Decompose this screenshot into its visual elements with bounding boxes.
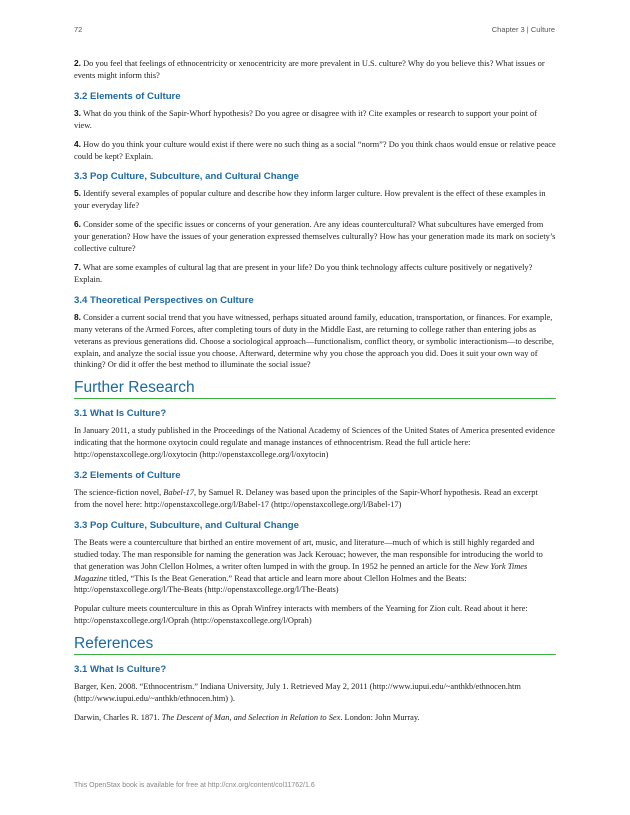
references-title: References	[74, 635, 556, 655]
question-3	[74, 108, 556, 132]
text-run: . London: John Murray.	[340, 713, 420, 722]
question-2	[74, 58, 556, 82]
further-heading-3-1: 3.1 What Is Culture?	[74, 408, 167, 420]
text-run: titled, “This Is the Beat Generation.” Read that article and learn more about Clellon Holmes and the Beats: http://openstaxcollege.org/l/The-Beats (http://openstaxcollege.org/l/The-Beats)	[74, 573, 467, 595]
section-heading-3-4: 3.4 Theoretical Perspectives on Culture	[74, 294, 254, 306]
main-content	[74, 58, 556, 731]
text-run: The Beats were a counterculture that birthed an entire movement of art, music, and literature—much of which is still highly regarded and studied today. The man responsible for naming the generation was Jack Kerouac; however, the man responsible for introducing the world to that generation was John Clellon Holmes, a writer often lumped in with the group. In 1952 he penned an article for the	[74, 537, 543, 571]
further-text-3-3-b: Popular culture meets counterculture in this as Oprah Winfrey interacts with members of the Yearning for Zion cult. Read about it here: http://openstaxcollege.org/l/Oprah (http://openstaxcollege.org/l/Oprah)	[74, 604, 528, 626]
reference-entry	[74, 712, 556, 724]
question-number: 5.	[74, 188, 81, 199]
page-footer: This OpenStax book is available for free at http://cnx.org/content/col11762/1.6	[74, 782, 315, 789]
question-number: 8.	[74, 311, 81, 322]
section-heading-3-3: 3.3 Pop Culture, Subculture, and Cultural Change	[74, 171, 299, 183]
further-text-3-1: In January 2011, a study published in the Proceedings of the National Academy of Sciences of the United States of America presented evidence indicating that the hormone oxytocin could regulate and manage instances of ethnocentrism. Read the full article here: http://openstaxcollege.org/l/oxytocin (http://openstaxcollege.org/l/oxytocin)	[74, 426, 555, 460]
question-8	[74, 312, 556, 372]
question-text: Do you feel that feelings of ethnocentricity or xenocentricity are more prevalent in U.S. culture? Why do you believe this? What issues or events might inform this?	[74, 59, 545, 80]
question-5	[74, 188, 556, 212]
question-text: What are some examples of cultural lag that are present in your life? Do you think technology affects culture positively or negatively? Explain.	[74, 262, 533, 284]
reference-entry: Barger, Ken. 2008. “Ethnocentrism.” Indiana University, July 1. Retrieved May 2, 2011 (http://www.iupui.edu/~anthkb/ethnocen.htm (http://www.iupui.edu/~anthkb/ethnocen.htm) ).	[74, 682, 521, 704]
question-7	[74, 262, 556, 286]
question-text: What do you think of the Sapir-Whorf hypothesis? Do you agree or disagree with it? Cite examples or research to support your point of view.	[74, 108, 538, 130]
page-number: 72	[74, 25, 83, 34]
further-heading-3-3: 3.3 Pop Culture, Subculture, and Cultural Change	[74, 519, 299, 531]
book-title: The Descent of Man, and Selection in Relation to Sex	[161, 713, 341, 722]
question-number: 7.	[74, 261, 81, 272]
question-text: Consider some of the specific issues or concerns of your generation. Are any ideas countercultural? What subcultures have emerged from your generation? How have the issues of your generation expressed themselves culturally? How has your generation made its mark on society’s collective culture?	[74, 220, 556, 254]
question-4	[74, 139, 556, 163]
chapter-label: Chapter 3 | Culture	[491, 25, 555, 34]
magazine-title: New York Times Magazine	[74, 561, 528, 583]
further-text-3-2	[74, 487, 556, 511]
references-heading-3-1: 3.1 What Is Culture?	[74, 664, 167, 676]
question-number: 6.	[74, 219, 81, 230]
further-research-title: Further Research	[74, 379, 556, 399]
question-text: How do you think your culture would exist if there were no such thing as a social “norm”? Do you think chaos would ensue or relative peace could be kept? Explain.	[74, 139, 556, 161]
further-heading-3-2: 3.2 Elements of Culture	[74, 470, 181, 482]
novel-title: Babel-17	[163, 488, 194, 498]
question-6	[74, 219, 556, 255]
question-number: 3.	[74, 107, 81, 118]
text-run: The science-fiction novel,	[74, 488, 164, 498]
text-run: , by Samuel R. Delaney was based upon the principles of the Sapir-Whorf hypothesis. Read an excerpt from the novel here: http://openstaxcollege.org/l/Babel-17 (http://openstaxcollege.org/l/Babel-17)	[74, 488, 538, 509]
section-heading-3-2: 3.2 Elements of Culture	[74, 90, 181, 102]
further-text-3-3-a	[74, 537, 556, 597]
question-text: Consider a current social trend that you have witnessed, perhaps situated around family, education, transportation, or finances. For example, many veterans of the Armed Forces, after completing tours of duty in the Middle East, are returning to college rather than entering jobs as veterans as previous generations did. Choose a sociological approach—functionalism, conflict theory, or symbolic interactionism—to describe, explain, and analyze the social issue you choose. Afterward, determine why you chose the approach you did. Does it suit your own way of thinking? Or did it offer the best method to illuminate the social issue?	[74, 312, 554, 370]
question-text: Identify several examples of popular culture and describe how they inform larger culture. How prevalent is the effect of these examples in your everyday life?	[74, 189, 546, 211]
text-run: Darwin, Charles R. 1871.	[74, 713, 162, 722]
question-number: 2.	[74, 58, 81, 68]
question-number: 4.	[74, 138, 81, 149]
